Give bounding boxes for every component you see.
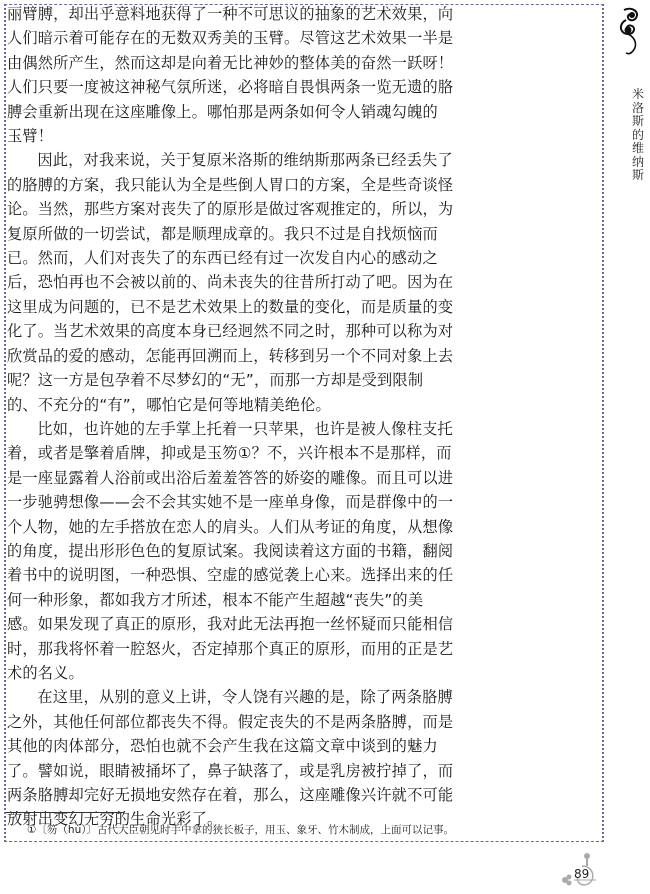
text-line: 化了。当艺术效果的高度本身已经迥然不同之时，那种可以称为对 xyxy=(7,322,454,341)
page-number-ornament xyxy=(560,850,600,890)
footnote: ①〔笏（hù）〕古代大臣朝见时手中拿的狭长板子，用玉、象牙、竹木制成，上面可以记事。 xyxy=(27,824,454,836)
text-line: 欣赏品的爱的感动，怎能再回溯而上，转移到另一个不同对象上去 xyxy=(7,346,454,365)
text-line: 因此，对我来说，关于复原米洛斯的维纳斯那两条已经丢失了 xyxy=(37,151,453,170)
text-line: 的胳膊的方案，我只能认为全是些倒人胃口的方案，全是些奇谈怪 xyxy=(7,175,454,194)
text-line: 的、不充分的“有”，哪怕它是何等地精美绝伦。 xyxy=(7,395,331,414)
text-line: 人们暗示着可能存在的无数双秀美的玉臂。尽管这艺术效果一半是 xyxy=(7,29,454,48)
paragraph xyxy=(7,685,454,831)
text-line: 何一种形象，都如我方才所述，根本不能产生超越“丧失”的美 xyxy=(7,590,424,609)
text-line: 个人物，她的左手搭放在恋人的肩头。人们从考证的角度，从想像 xyxy=(7,517,454,536)
text-line: 比如，也许她的左手掌上托着一只苹果，也许是被人像柱支托 xyxy=(37,419,453,438)
text-line: 放射出变幻无穷的生命光彩了。 xyxy=(7,810,223,829)
text-line: 这里成为问题的，已不是艺术效果上的数量的变化，而是质量的变 xyxy=(7,297,454,316)
text-line: 由偶然所产生，然而这却是向着无比神妙的整体美的奋然一跃呀！ xyxy=(7,53,454,72)
text-line: 膊会重新出现在这座雕像上。哪怕那是两条如何令人销魂勾魄的 xyxy=(7,102,438,121)
paragraph xyxy=(7,2,454,148)
text-line: 的角度，提出形形色色的复原试案。我阅读着这方面的书籍，翻阅 xyxy=(7,541,454,560)
text-line: 在这里，从别的意义上讲，令人饶有兴趣的是，除了两条胳膊 xyxy=(37,688,453,707)
text-line: 人们只要一度被这神秘气氛所迷，必将暗自畏惧两条一览无遗的胳 xyxy=(7,78,454,97)
text-line: 是一座显露着人浴前或出浴后羞羞答答的娇姿的雕像。而且可以进 xyxy=(7,468,454,487)
paragraph xyxy=(7,148,454,416)
text-line: 丽臂膊，却出乎意料地获得了一种不可思议的抽象的艺术效果，向 xyxy=(7,5,454,23)
text-line: 玉臂！ xyxy=(7,127,54,146)
text-line: 后，恐怕再也不会被以前的、尚未丧失的往昔所打动了吧。因为在 xyxy=(7,273,454,292)
text-line: 时，那我将怀着一腔怒火，否定掉那个真正的原形，而用的正是艺 xyxy=(7,639,454,658)
page-number: 89 xyxy=(574,867,590,881)
side-title: 米洛斯的维纳斯 xyxy=(631,87,644,182)
text-line: 术的名义。 xyxy=(7,663,84,682)
footnote-divider xyxy=(6,812,124,813)
text-line: 着书中的说明图，一种恐惧、空虚的感觉袭上心来。选择出来的任 xyxy=(7,566,454,585)
text-line: 之外，其他任何部位都丧失不得。假定丧失的不是两条胳膊，而是 xyxy=(7,712,454,731)
text-line: 复原所做的一切尝试，都是顺理成章的。我只不过是自找烦恼而 xyxy=(7,224,438,243)
text-line: 着，或者是擎着盾牌，抑或是玉笏①？不，兴许根本不是那样，而 xyxy=(7,444,452,463)
text-line: 呢？这一方是包孕着不尽梦幻的“无”，而那一方却是受到限制 xyxy=(7,371,424,390)
paragraph xyxy=(7,417,454,685)
text-line: 两条胳膊却完好无损地安然存在着，那么，这座雕像兴许就不可能 xyxy=(7,786,454,804)
floral-scroll-ornament-icon xyxy=(614,6,644,56)
text-line: 论。当然，那些方案对丧失了的原形是做过客观推定的，所以，为 xyxy=(7,200,454,219)
text-line: 了。譬如说，眼睛被捅坏了，鼻子缺落了，或是乳房被拧掉了，而 xyxy=(7,761,454,780)
text-line: 已。然而，人们对丧失了的东西已经有过一次发自内心的感动之 xyxy=(7,249,438,268)
body-text xyxy=(7,2,454,832)
text-line: 其他的肉体部分，恐怕也就不会产生我在这篇文章中谈到的魅力 xyxy=(7,737,438,756)
text-line: 一步驰骋想像——会不会其实她不是一座单身像，而是群像中的一 xyxy=(7,493,454,512)
text-line: 感。如果发现了真正的原形，我对此无法再抱一丝怀疑而只能相信 xyxy=(7,615,454,634)
